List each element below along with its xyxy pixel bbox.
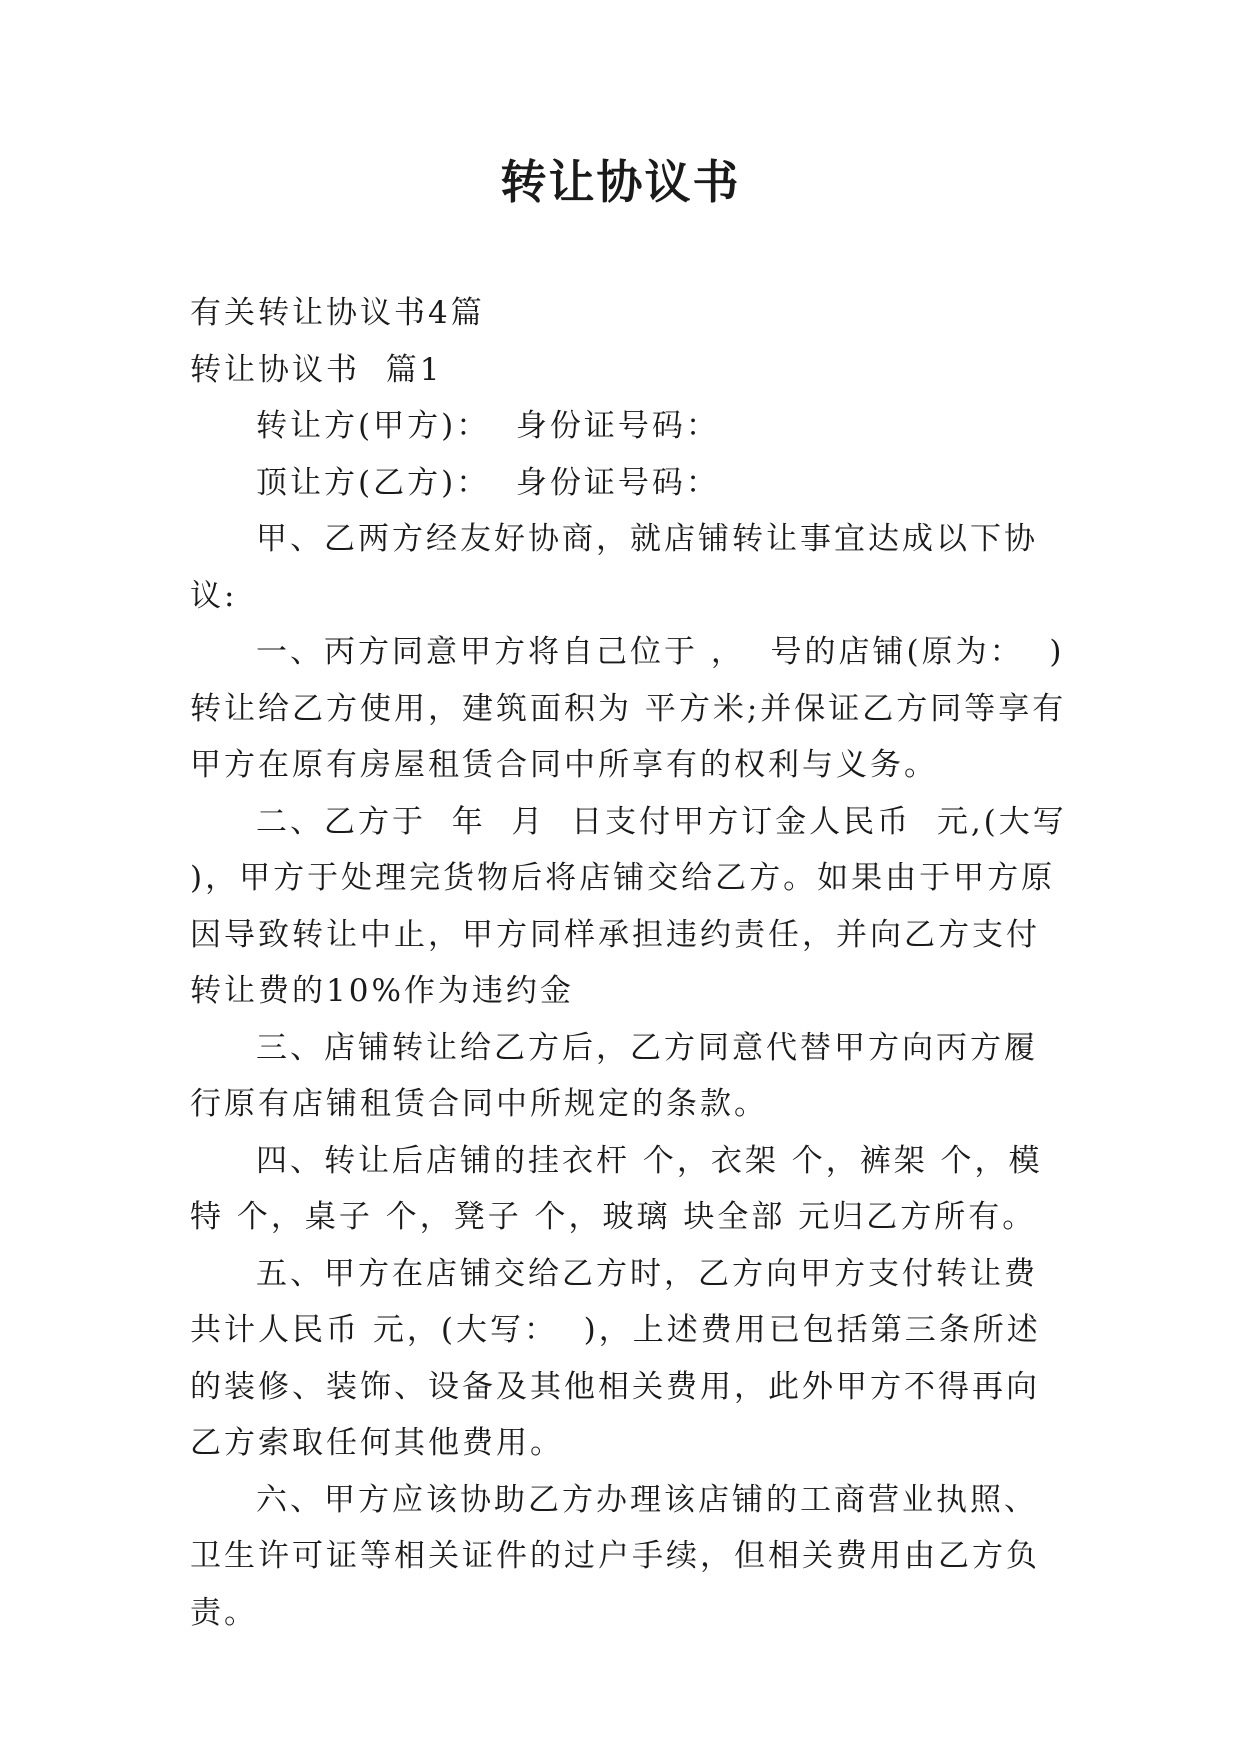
clause-3: 三、店铺转让给乙方后，乙方同意代替甲方向丙方履行原有店铺租赁合同中所规定的条款。 [190,1029,1038,1122]
clause-6: 六、甲方应该协助乙方办理该店铺的工商营业执照、卫生许可证等相关证件的过户手续，但相关费用由乙方负责。 [190,1481,1040,1631]
clause-4: 四、转让后店铺的挂衣杆 个，衣架 个，裤架 个，模特 个，桌子 个，凳子 个，玻璃 块全部 元归乙方所有。 [190,1142,1043,1235]
clause-5: 五、甲方在店铺交给乙方时，乙方向甲方支付转让费共计人民币 元，(大写： )，上述费用已包括第三条所述的装修、装饰、设备及其他相关费用，此外甲方不得再向乙方索取任何其他费用。 [190,1255,1041,1461]
section-heading: 转让协议书 篇1 [190,351,443,388]
transferee-line: 顶让方(乙方)： 身份证号码： [256,464,720,501]
transferor-line: 转让方(甲方)： 身份证号码： [256,408,720,444]
document-title: 转让协议书 [500,155,741,209]
document-body [190,285,1080,1641]
clause-2: 二、乙方于 年 月 日支付甲方订金人民币 元,(大写 )，甲方于处理完货物后将店铺交给乙方。如果由于甲方原因导致转让中止，甲方同样承担违约责任，并向乙方支付转让费的10%作为违约金 [190,803,1080,1009]
document-subtitle: 有关转让协议书4篇 [190,295,485,331]
clause-1: 一、丙方同意甲方将自己位于 ， 号的店铺(原为： )转让给乙方使用，建筑面积为 平方米;并保证乙方同等享有甲方在原有房屋租赁合同中所享有的权利与义务。 [190,634,1067,783]
agreement-intro: 甲、乙两方经友好协商，就店铺转让事宜达成以下协议: [190,521,1038,614]
